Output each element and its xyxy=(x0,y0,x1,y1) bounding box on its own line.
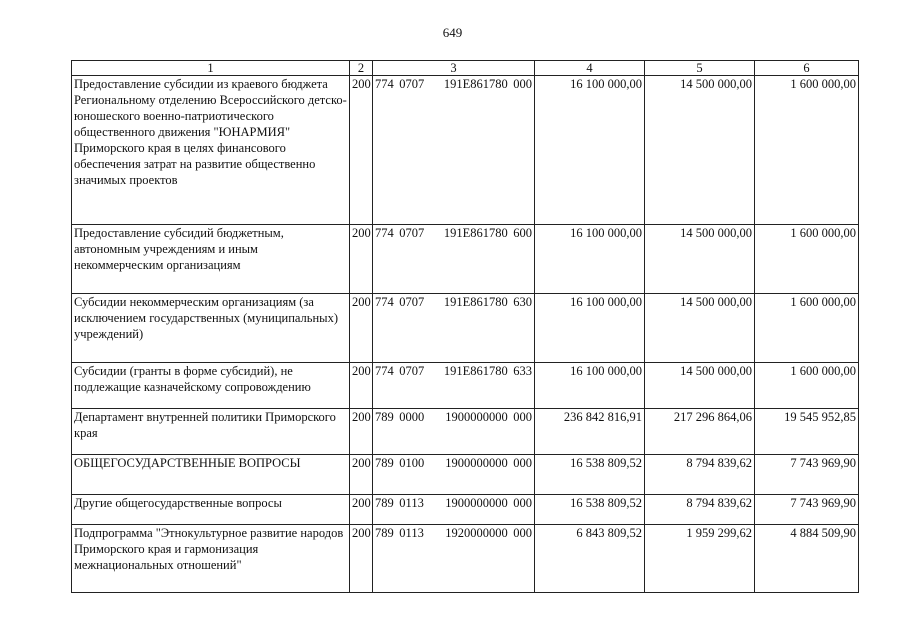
code-vr: 000 xyxy=(513,77,532,91)
code-grbs: 774 xyxy=(375,364,394,378)
code-grbs: 789 xyxy=(375,456,394,470)
header-col-5: 5 xyxy=(645,61,755,76)
code-target: 191E861780 xyxy=(443,77,508,91)
code-grbs: 774 xyxy=(375,295,394,309)
row-col6: 4 884 509,90 xyxy=(755,525,859,593)
code-vr: 000 xyxy=(513,526,532,540)
row-col4: 16 100 000,00 xyxy=(535,363,645,409)
code-target: 1900000000 xyxy=(445,456,508,470)
row-name: Субсидии некоммерческим организациям (за исключением государственных (муниципальных) учреждений) xyxy=(72,294,350,363)
code-vr: 000 xyxy=(513,456,532,470)
row-col6: 7 743 969,90 xyxy=(755,455,859,495)
code-target: 1900000000 xyxy=(445,410,508,424)
code-target: 191E861780 xyxy=(443,295,508,309)
code-section: 0707 xyxy=(399,364,425,378)
code-section: 0113 xyxy=(399,496,424,510)
code-grbs: 789 xyxy=(375,410,394,424)
row-col5: 14 500 000,00 xyxy=(645,294,755,363)
table-row xyxy=(72,495,859,525)
row-col2: 200 xyxy=(350,225,373,294)
code-target: 1920000000 xyxy=(445,526,508,540)
row-col2: 200 xyxy=(350,76,373,225)
row-col6: 7 743 969,90 xyxy=(755,495,859,525)
row-col2: 200 xyxy=(350,495,373,525)
row-code xyxy=(373,76,535,225)
header-col-4: 4 xyxy=(535,61,645,76)
row-name: Другие общегосударственные вопросы xyxy=(72,495,350,525)
code-section: 0113 xyxy=(399,526,424,540)
code-grbs: 774 xyxy=(375,77,394,91)
row-col5: 14 500 000,00 xyxy=(645,225,755,294)
code-section: 0000 xyxy=(399,410,425,424)
row-col6: 1 600 000,00 xyxy=(755,76,859,225)
row-col2: 200 xyxy=(350,455,373,495)
code-section: 0100 xyxy=(399,456,425,470)
row-code xyxy=(373,525,535,593)
row-code xyxy=(373,455,535,495)
row-col4: 16 538 809,52 xyxy=(535,495,645,525)
row-code xyxy=(373,495,535,525)
row-col6: 1 600 000,00 xyxy=(755,294,859,363)
row-col2: 200 xyxy=(350,409,373,455)
row-code xyxy=(373,225,535,294)
page-number: 649 xyxy=(442,25,463,40)
code-target: 191E861780 xyxy=(443,226,508,240)
row-name: ОБЩЕГОСУДАРСТВЕННЫЕ ВОПРОСЫ xyxy=(72,455,350,495)
header-col-3: 3 xyxy=(373,61,535,76)
header-row xyxy=(72,61,859,76)
code-vr: 000 xyxy=(513,410,532,424)
row-code xyxy=(373,294,535,363)
row-col2: 200 xyxy=(350,525,373,593)
row-col6: 19 545 952,85 xyxy=(755,409,859,455)
row-col5: 8 794 839,62 xyxy=(645,495,755,525)
row-name: Подпрограмма "Этнокультурное развитие народов Приморского края и гармонизация межнациональных отношений" xyxy=(72,525,350,593)
table-row xyxy=(72,525,859,593)
code-vr: 633 xyxy=(513,364,532,378)
table-row xyxy=(72,363,859,409)
row-col5: 14 500 000,00 xyxy=(645,363,755,409)
row-col2: 200 xyxy=(350,363,373,409)
code-target: 191E861780 xyxy=(443,364,508,378)
code-target: 1900000000 xyxy=(445,496,508,510)
table-row xyxy=(72,409,859,455)
code-section: 0707 xyxy=(399,295,425,309)
row-col2: 200 xyxy=(350,294,373,363)
row-col6: 1 600 000,00 xyxy=(755,225,859,294)
row-col4: 16 100 000,00 xyxy=(535,76,645,225)
row-code xyxy=(373,363,535,409)
row-col4: 16 538 809,52 xyxy=(535,455,645,495)
row-name: Субсидии (гранты в форме субсидий), не подлежащие казначейскому сопровождению xyxy=(72,363,350,409)
table-row xyxy=(72,76,859,225)
code-grbs: 789 xyxy=(375,526,394,540)
code-grbs: 774 xyxy=(375,226,394,240)
row-col4: 236 842 816,91 xyxy=(535,409,645,455)
table-row xyxy=(72,225,859,294)
row-col5: 217 296 864,06 xyxy=(645,409,755,455)
budget-table xyxy=(71,60,859,593)
row-col4: 16 100 000,00 xyxy=(535,225,645,294)
code-grbs: 789 xyxy=(375,496,394,510)
row-col6: 1 600 000,00 xyxy=(755,363,859,409)
row-col4: 6 843 809,52 xyxy=(535,525,645,593)
code-section: 0707 xyxy=(399,77,425,91)
code-vr: 000 xyxy=(513,496,532,510)
code-vr: 630 xyxy=(513,295,532,309)
code-vr: 600 xyxy=(513,226,532,240)
row-name: Департамент внутренней политики Приморского края xyxy=(72,409,350,455)
table-row xyxy=(72,294,859,363)
row-col5: 8 794 839,62 xyxy=(645,455,755,495)
row-col5: 14 500 000,00 xyxy=(645,76,755,225)
row-code xyxy=(373,409,535,455)
row-name: Предоставление субсидии из краевого бюджета Региональному отделению Всероссийского детско-юношеского военно-патриотического общественного движения "ЮНАРМИЯ" Приморского края в целях финансового обеспечения затрат на развитие общественно значимых проектов xyxy=(72,76,350,225)
header-col-1: 1 xyxy=(72,61,350,76)
header-col-6: 6 xyxy=(755,61,859,76)
table-row xyxy=(72,455,859,495)
row-col4: 16 100 000,00 xyxy=(535,294,645,363)
header-col-2: 2 xyxy=(350,61,373,76)
row-name: Предоставление субсидий бюджетным, автономным учреждениям и иным некоммерческим организациям xyxy=(72,225,350,294)
code-section: 0707 xyxy=(399,226,425,240)
row-col5: 1 959 299,62 xyxy=(645,525,755,593)
